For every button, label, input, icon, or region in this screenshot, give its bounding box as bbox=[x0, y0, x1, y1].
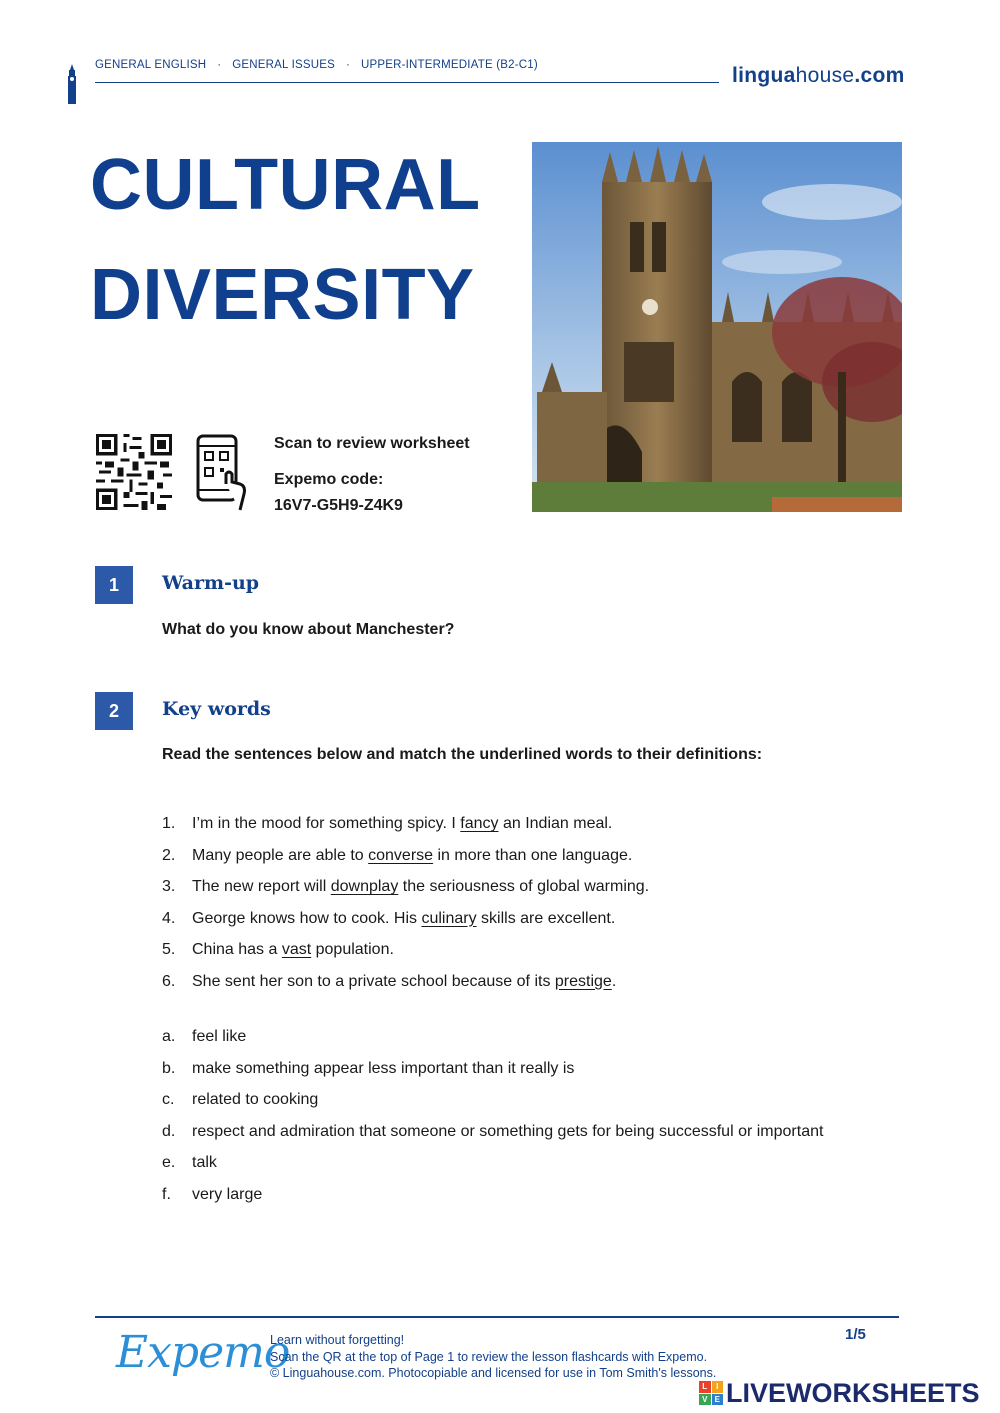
section-number: 1 bbox=[95, 566, 133, 604]
liveworksheets-icon: L I V E bbox=[699, 1381, 723, 1405]
section-title-key-words: Key words bbox=[162, 698, 271, 720]
list-item: d. respect and admiration that someone or something gets for being successful or important bbox=[162, 1122, 824, 1140]
header-divider bbox=[95, 82, 719, 83]
scan-info bbox=[274, 431, 470, 519]
underlined-word: prestige bbox=[554, 972, 612, 990]
underlined-word: culinary bbox=[421, 909, 477, 927]
list-item: b. make something appear less important than it really is bbox=[162, 1059, 575, 1077]
list-item: 2. Many people are able to converse in more than one language. bbox=[162, 846, 633, 864]
page-title: CULTURAL DIVERSITY bbox=[90, 145, 481, 335]
liveworksheets-watermark[interactable]: L I V E LIVEWORKSHEETS bbox=[699, 1378, 980, 1408]
list-item: e. talk bbox=[162, 1154, 217, 1171]
sentence-list bbox=[162, 808, 649, 997]
big-ben-icon bbox=[66, 64, 78, 104]
underlined-word: vast bbox=[281, 941, 312, 958]
list-item: 3. The new report will downplay the seriousness of global warming. bbox=[162, 878, 650, 895]
list-item: 6. She sent her son to a private school because of its prestige. bbox=[162, 972, 617, 990]
expemo-code-label: Expemo code: bbox=[274, 471, 384, 488]
underlined-word: converse bbox=[368, 846, 434, 864]
list-item: a. feel like bbox=[162, 1028, 247, 1045]
underlined-word: downplay bbox=[330, 878, 399, 895]
breadcrumb-level: GENERAL ENGLISH bbox=[95, 59, 207, 71]
breadcrumb-level-label: UPPER-INTERMEDIATE (B2-C1) bbox=[361, 59, 538, 71]
list-item: f. very large bbox=[162, 1185, 263, 1203]
section-number: 2 bbox=[95, 692, 133, 730]
page-number: 1/5 bbox=[845, 1326, 866, 1343]
cathedral-photo bbox=[532, 142, 902, 512]
underlined-word: fancy bbox=[460, 815, 499, 832]
definition-list bbox=[162, 1021, 823, 1210]
phone-scan-icon bbox=[196, 434, 248, 512]
expemo-logo[interactable]: Expemo bbox=[116, 1327, 290, 1378]
breadcrumb-topic: GENERAL ISSUES bbox=[232, 59, 335, 71]
list-item: 5. China has a vast population. bbox=[162, 941, 394, 958]
breadcrumb: GENERAL ENGLISH · GENERAL ISSUES · UPPER-INTERMEDIATE (B2-C1) bbox=[95, 59, 538, 71]
qr-code-icon[interactable] bbox=[96, 434, 172, 510]
list-item: 4. George knows how to cook. His culinary skills are excellent. bbox=[162, 909, 616, 927]
brand-logo[interactable]: linguahouse.com bbox=[732, 64, 905, 87]
list-item: c. related to cooking bbox=[162, 1091, 319, 1108]
warmup-question: What do you know about Manchester? bbox=[162, 621, 455, 638]
footer-text: Learn without forgetting! Scan the QR at the top of Page 1 to review the lesson flashcards with Expemo. © Linguahouse.com. Photocopiable and licensed for use in Tom Smith's lessons. bbox=[270, 1333, 717, 1380]
list-item: 1. I’m in the mood for something spicy. I fancy an Indian meal. bbox=[162, 815, 613, 832]
key-words-instruction: Read the sentences below and match the underlined words to their definitions: bbox=[162, 746, 763, 763]
scan-label: Scan to review worksheet bbox=[274, 435, 470, 452]
expemo-code: 16V7-G5H9-Z4K9 bbox=[274, 497, 403, 514]
footer-divider bbox=[95, 1316, 899, 1318]
section-title-warmup: Warm-up bbox=[162, 572, 260, 594]
